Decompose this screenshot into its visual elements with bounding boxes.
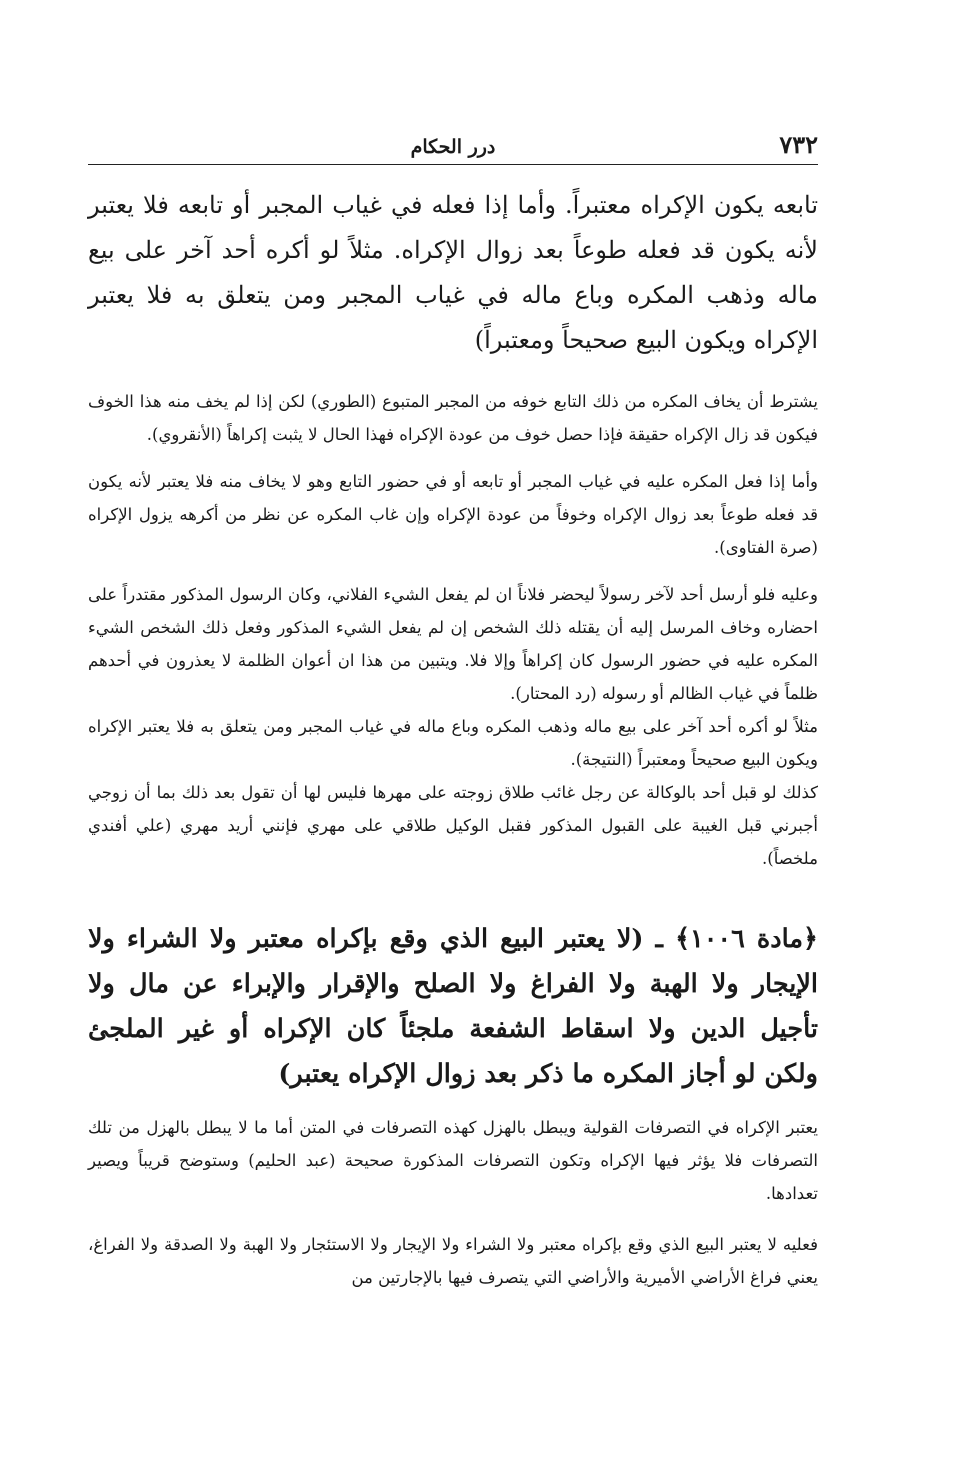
running-title: درر الحكام xyxy=(410,136,496,158)
article-commentary-paragraph: يعتبر الإكراه في التصرفات القولية ويبطل بالهزل كهذه التصرفات في المتن أما ما لا يبطل بالهزل من تلك التصرفات فلا يؤثر فيها الإكراه وتكون التصرفات المذكورة صحيحة (عبد الحليم) وستوضح قريباً ويصير تعدادها. xyxy=(88,1118,818,1203)
article-open-bracket: ﴿ xyxy=(803,924,818,954)
commentary-paragraph: وعليه فلو أرسل أحد لآخر رسولاً ليحضر فلاناً ان لم يفعل الشيء الفلاني، وكان الرسول المذكور مقتدراً على احضاره وخاف المرسل إليه أن يقتله ذلك الشخص إن لم يفعل الشيء المذكور وفعل ذلك الشخص الشيء المكره عليه في حضور الرسول كان إكراهاً وإلا فلا. ويتبين من هذا ان أعوان الظلمة لا يعذرون في أحدهم ظلماً في غياب الظالم أو رسوله (رد المحتار). xyxy=(88,585,818,703)
commentary-paragraph: وأما إذا فعل المكره عليه في غياب المجبر أو تابعه أو في حضور التابع وهو لا يخاف منه فلا يعتبر لأنه يكون قد فعله طوعاً بعد زوال الإكراه وخوفاً من عودة الإكراه وإن غاب المكره عن نظر من أكرهه يزول الإكراه (صرة الفتاوى). xyxy=(88,472,818,557)
commentary-paragraph: كذلك لو قبل أحد بالوكالة عن رجل غائب طلاق زوجته على مهرها فليس لها أن تقول بعد ذلك بما أن زوجي أجبرني قبل الغيبة على القبول المذكور فقبل الوكيل طلاقي على مهري فإنني أريد مهري (علي أفندي ملخصاً). xyxy=(88,783,818,868)
article-text: ـ (لا يعتبر البيع الذي وقع بإكراه معتبر ولا الشراء ولا الإيجار ولا الهبة ولا الفراغ ولا الصلح والإقرار والإبراء عن مال ولا تأجيل الدين ولا اسقاط الشفعة ملجئاً كان الإكراه أو غير الملجئ ولكن لو أجاز المكره ما ذكر بعد زوال الإكراه يعتبر) xyxy=(88,924,818,1089)
commentary-paragraph: يشترط أن يخاف المكره من ذلك التابع خوفه من المجبر المتبوع (الطوري) لكن إذا لم يخف منه هذا الخوف فيكون قد زال الإكراه حقيقة فإذا حصل خوف من عودة الإكراه فهذا الحال لا يثبت إكراهاً (الأنقروي). xyxy=(88,392,818,444)
main-text-paragraph: تابعه يكون الإكراه معتبراً. وأما إذا فعله في غياب المجبر أو تابعه فلا يعتبر لأنه يكون قد فعله طوعاً بعد زوال الإكراه. مثلاً لو أكره أحد آخر على بيع ماله وذهب المكره وباع ماله في غياب المجبر ومن يتعلق به فلا يعتبر الإكراه ويكون البيع صحيحاً ومعتبراً) xyxy=(88,191,818,354)
commentary-paragraph: مثلاً لو أكره أحد آخر على بيع ماله وذهب المكره وباع ماله في غياب المجبر ومن يتعلق به فلا يعتبر الإكراه ويكون البيع صحيحاً ومعتبراً (النتيجة). xyxy=(88,717,818,769)
article-paragraph xyxy=(88,917,818,1097)
article-commentary-paragraph: فعليه لا يعتبر البيع الذي وقع بإكراه معتبر ولا الشراء ولا الإيجار ولا الاستئجار ولا الهبة ولا الصدقة ولا الفراغ، يعني فراغ الأراضي الأميرية والأراضي التي يتصرف فيها بالإجارتين من xyxy=(88,1235,818,1287)
book-page xyxy=(88,124,818,1294)
page-number: ٧٣٢ xyxy=(779,130,818,159)
article-label: مادة ١٠٠٦ xyxy=(690,924,804,954)
page-header xyxy=(88,124,818,165)
article-close-bracket: ﴾ xyxy=(675,924,691,954)
